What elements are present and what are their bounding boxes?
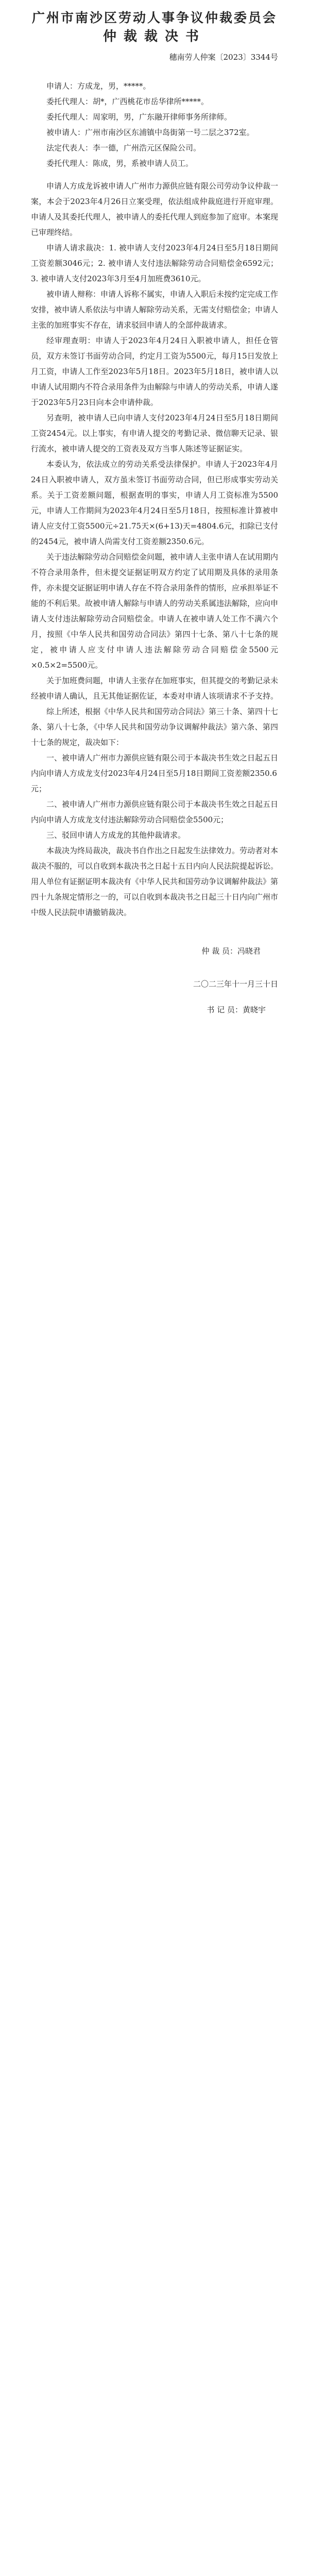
party-respondent-agent: 委托代理人：陈成，男，系被申请人员工。: [46, 159, 194, 168]
body-paragraph: 被申请人辩称：申请人诉称不属实，申请人入职后未按约定完成工作安排，被申请人系依法与申请人解除劳动关系，无需支付赔偿金；申请人主张的加班事实不存在，请求驳回申请人的全部仲裁请求。: [31, 290, 279, 330]
case-number: 穗南劳人仲案〔2023〕3344号: [169, 53, 278, 62]
document-body: [31, 178, 278, 920]
body-paragraph: 经审理查明：申请人于2023年4月24日入职被申请人，担任仓管员，双方未签订书面劳动合同，约定月工资为5500元，每月15日发放上月工资，申请人工作至2023年5月18日。2023年5月18日，被申请人以申请人试用期内不符合录用条件为由解除与申请人的劳动关系，申请人遂于2023年5月23日向本会申请仲裁。: [31, 336, 279, 407]
body-paragraph: 关于违法解除劳动合同赔偿金问题，被申请人主张申请人在试用期内不符合录用条件，但未提交证据证明双方约定了试用期及具体的录用条件，亦未提交证据证明申请人存在不符合录用条件的情形，应承担举证不能的不利后果。故被申请人解除与申请人的劳动关系属违法解除，应向申请人支付违法解除劳动合同赔偿金。申请人在被申请人处工作不满六个月，按照《中华人民共和国劳动合同法》第四十七条、第八十七条的规定，被申请人应支付申请人违法解除劳动合同赔偿金5500元×0.5×2=5500元。: [31, 552, 279, 670]
body-paragraph: 申请人方成龙诉被申请人广州市力源供应链有限公司劳动争议仲裁一案，本会于2023年4月26日立案受理，依法组成仲裁庭进行开庭审理。申请人及其委托代理人，被申请人的委托代理人到庭参加了庭审。本案现已审理终结。: [31, 181, 279, 237]
body-paragraph: 本裁决为终局裁决，裁决书自作出之日起发生法律效力。劳动者对本裁决不服的，可以自收到本裁决书之日起十五日内向人民法院提起诉讼。用人单位有证据证明本裁决有《中华人民共和国劳动争议调解仲裁法》第四十九条规定情形之一的，可以自收到本裁决书之日起三十日内向广州市中级人民法院申请撤销裁决。: [31, 846, 279, 917]
ruling-date: 二〇二三年十一月三十日: [193, 979, 278, 989]
ruling-item: 二、被申请人广州市力源供应链有限公司于本裁决书生效之日起五日内向申请人方成龙支付违法解除劳动合同赔偿金5500元；: [31, 800, 279, 824]
body-paragraph: 另查明，被申请人已向申请人支付2023年4月24日至5月18日期间工资2454元。以上事实，有申请人提交的考勤记录、微信聊天记录、银行流水，被申请人提交的工资表及双方当事人陈述等证据证实。: [31, 413, 278, 453]
party-legal-representative: 法定代表人：李一德，广州浩元区保险公司。: [46, 143, 201, 152]
body-paragraph: 本委认为，依法成立的劳动关系受法律保护。申请人于2023年4月24日入职被申请人，双方虽未签订书面劳动合同，但已形成事实劳动关系。关于工资差额问题，根据查明的事实，申请人月工资标准为5500元，申请人工作期间为2023年4月24日至5月18日，按照标准计算被申请人应支付工资5500元÷21.75天×(6+13)天=4804.6元，扣除已支付的2454元，被申请人尚需支付工资差额2350.6元。: [31, 460, 278, 546]
clerk-signature: 书 记 员：黄晓宇: [207, 1005, 266, 1014]
party-applicant-agent-1: 委托代理人：胡*，广西桃花市岳华律所*****。: [46, 97, 209, 106]
body-paragraph: 关于加班费问题，申请人主张存在加班事实，但其提交的考勤记录未经被申请人确认，且无其他证据佐证，本委对申请人该项请求不予支持。: [31, 676, 279, 701]
arbitrator-signature: 仲 裁 员：冯晓君: [201, 946, 261, 956]
ruling-item: 一、被申请人广州市力源供应链有限公司于本裁决书生效之日起五日内向申请人方成龙支付2023年4月24日至5月18日期间工资差额2350.6元；: [31, 753, 279, 793]
body-paragraph: 申请人请求裁决：1. 被申请人支付2023年4月24日至5月18日期间工资差额3046元；2. 被申请人支付违法解除劳动合同赔偿金6592元；3. 被申请人支付2023年3月至4月加班费3610元。: [31, 243, 278, 283]
party-respondent: 被申请人：广州市南沙区东浦镇中岛街第一号二层之372室。: [46, 128, 254, 137]
doc-title: 仲裁裁决书: [102, 29, 206, 44]
org-title: 广州市南沙区劳动人事争议仲裁委员会: [31, 10, 277, 25]
ruling-item: 三、驳回申请人方成龙的其他仲裁请求。: [46, 831, 186, 840]
party-applicant-agent-2: 委托代理人：周家明，男，广东融开律师事务所律师。: [46, 112, 232, 122]
signature-block: [31, 941, 278, 1020]
body-paragraph: 综上所述，根据《中华人民共和国劳动合同法》第三十条、第四十七条、第八十七条，《中华人民共和国劳动争议调解仲裁法》第六条、第四十七条的规定，裁决如下：: [31, 707, 279, 747]
document-header: [31, 9, 278, 65]
party-applicant: 申请人：方成龙，男，*****。: [46, 81, 151, 91]
parties-section: [31, 78, 278, 171]
